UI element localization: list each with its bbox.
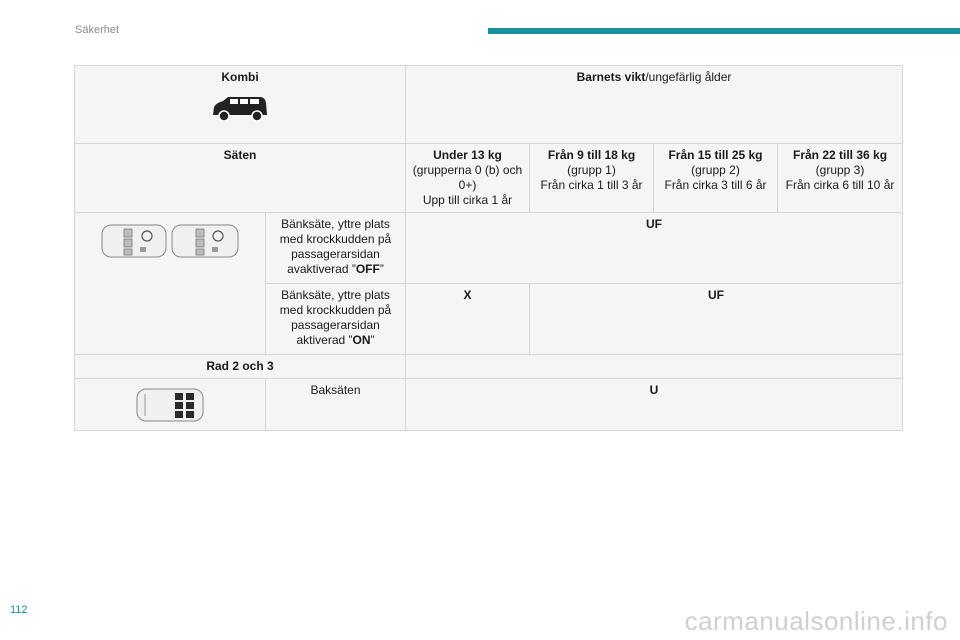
child-seat-table (74, 65, 903, 431)
page-number: 112 (10, 604, 28, 616)
empty-cell (406, 355, 903, 379)
column-weight: Under 13 kg (433, 148, 502, 162)
weight-title: Barnets vikt (576, 70, 646, 84)
row-label (266, 284, 406, 355)
row-group-label: Rad 2 och 3 (75, 355, 406, 379)
value-cell: U (406, 379, 903, 431)
rear-seat-layout-icon (135, 386, 205, 424)
column-weight: Från 15 till 25 kg (668, 148, 763, 162)
seats-label: Säten (75, 144, 406, 213)
column-age: Från cirka 6 till 10 år (785, 178, 895, 192)
front-seat-layout-icon (100, 222, 240, 260)
row-label (266, 213, 406, 284)
value-cell: X (406, 284, 530, 355)
airbag-state-on: ON (352, 333, 371, 347)
weight-column (778, 144, 903, 213)
table-row (75, 355, 903, 379)
row-label-text: Bänksäte, yttre plats med krockkudden på passagerarsidan aktiverad ” (279, 288, 392, 347)
row-label-text: Bänksäte, yttre plats med krockkudden på passagerarsidan avaktiverad ” (279, 217, 392, 276)
column-group: (grupp 3) (815, 163, 865, 177)
table-row (75, 66, 903, 144)
column-weight: Från 9 till 18 kg (547, 148, 636, 162)
front-seat-icon-cell (75, 213, 266, 355)
watermark: carmanualsonline.info (684, 606, 948, 636)
section-label: Säkerhet (75, 24, 120, 36)
kombi-label: Kombi (221, 70, 259, 84)
value-cell: UF (406, 213, 903, 284)
value-cell: UF (530, 284, 903, 355)
section-accent-bar (488, 28, 960, 34)
table-row (75, 379, 903, 431)
column-age: Upp till cirka 1 år (422, 193, 513, 207)
column-group: (grupp 1) (567, 163, 616, 177)
table-row (75, 144, 903, 213)
kombi-cell (75, 66, 406, 144)
row-label: Baksäten (266, 379, 406, 431)
row-label-end: ” (370, 333, 375, 347)
row-label-end: ” (379, 262, 384, 276)
airbag-state-off: OFF (355, 262, 380, 276)
column-age: Från cirka 1 till 3 år (540, 178, 643, 192)
table-row (75, 213, 903, 284)
weight-column (654, 144, 778, 213)
column-group: (grupperna 0 (b) och 0+) (412, 163, 523, 192)
weight-title-cell (406, 66, 903, 144)
weight-column (530, 144, 654, 213)
rear-seat-icon-cell (75, 379, 266, 431)
weight-subtitle: /ungefärlig ålder (645, 70, 732, 84)
column-weight: Från 22 till 36 kg (792, 148, 888, 162)
weight-column (406, 144, 530, 213)
column-group: (grupp 2) (691, 163, 740, 177)
van-side-icon (210, 93, 270, 123)
column-age: Från cirka 3 till 6 år (664, 178, 767, 192)
